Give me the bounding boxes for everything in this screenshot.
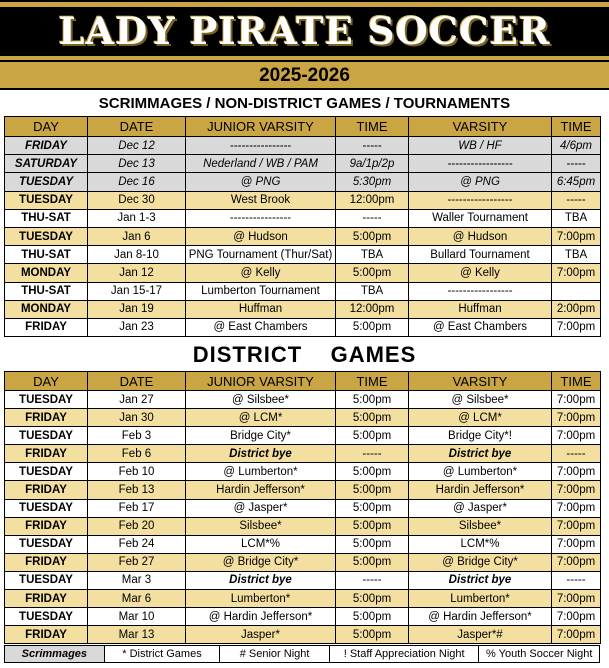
jv-time-cell: ----- — [336, 445, 409, 463]
jv-time-cell: 5:00pm — [336, 391, 409, 409]
col-day: DAY — [5, 372, 88, 391]
jv-opponent-cell: District bye — [186, 445, 336, 463]
season-label: 2025-2026 — [0, 62, 609, 90]
legend-bar — [4, 645, 600, 663]
varsity-opponent-cell: @ Hardin Jefferson* — [409, 608, 552, 626]
legend-district: * District Games — [105, 646, 221, 662]
varsity-time-cell: 7:00pm — [552, 553, 601, 571]
date-cell: Dec 13 — [88, 155, 186, 173]
jv-time-cell: 5:00pm — [336, 264, 409, 282]
jv-opponent-cell: Huffman — [186, 300, 336, 318]
jv-opponent-cell: ---------------- — [186, 209, 336, 227]
table-row — [5, 409, 601, 427]
varsity-opponent-cell: WB / HF — [409, 137, 552, 155]
nondistrict-header-row — [5, 117, 601, 137]
jv-opponent-cell: District bye — [186, 571, 336, 589]
jv-time-cell: 5:00pm — [336, 517, 409, 535]
day-cell: FRIDAY — [5, 590, 88, 608]
date-cell: Feb 20 — [88, 517, 186, 535]
legend-staff: ! Staff Appreciation Night — [330, 646, 480, 662]
day-cell: TUESDAY — [5, 463, 88, 481]
jv-time-cell: ----- — [336, 209, 409, 227]
legend-senior: # Senior Night — [220, 646, 330, 662]
date-cell: Jan 6 — [88, 227, 186, 245]
jv-opponent-cell: West Brook — [186, 191, 336, 209]
date-cell: Jan 8-10 — [88, 246, 186, 264]
jv-opponent-cell: Lumberton* — [186, 590, 336, 608]
day-cell: FRIDAY — [5, 517, 88, 535]
col-jv-time: TIME — [336, 372, 409, 391]
varsity-opponent-cell: Jasper*# — [409, 626, 552, 644]
day-cell: TUESDAY — [5, 535, 88, 553]
jv-time-cell: 12:00pm — [336, 191, 409, 209]
varsity-time-cell: 7:00pm — [552, 427, 601, 445]
varsity-time-cell: 7:00pm — [552, 499, 601, 517]
varsity-opponent-cell: District bye — [409, 571, 552, 589]
varsity-time-cell: 6:45pm — [552, 173, 601, 191]
varsity-time-cell: 7:00pm — [552, 227, 601, 245]
jv-opponent-cell: Nederland / WB / PAM — [186, 155, 336, 173]
jv-time-cell: 12:00pm — [336, 300, 409, 318]
jv-opponent-cell: Jasper* — [186, 626, 336, 644]
nondistrict-table — [4, 116, 601, 337]
jv-time-cell: 5:00pm — [336, 409, 409, 427]
col-day: DAY — [5, 117, 88, 137]
table-row — [5, 173, 601, 191]
table-row — [5, 626, 601, 644]
jv-opponent-cell: Lumberton Tournament — [186, 282, 336, 300]
day-cell: TUESDAY — [5, 227, 88, 245]
date-cell: Feb 10 — [88, 463, 186, 481]
jv-opponent-cell: @ LCM* — [186, 409, 336, 427]
jv-opponent-cell: @ Hardin Jefferson* — [186, 608, 336, 626]
table-row — [5, 571, 601, 589]
jv-time-cell: 5:00pm — [336, 590, 409, 608]
varsity-time-cell: ----- — [552, 155, 601, 173]
varsity-time-cell: 4/6pm — [552, 137, 601, 155]
jv-opponent-cell: LCM*% — [186, 535, 336, 553]
legend-scrimmages: Scrimmages — [5, 646, 105, 662]
jv-time-cell: 5:00pm — [336, 318, 409, 336]
varsity-time-cell: 7:00pm — [552, 590, 601, 608]
nondistrict-body — [5, 137, 601, 337]
date-cell: Jan 23 — [88, 318, 186, 336]
varsity-time-cell: 7:00pm — [552, 409, 601, 427]
jv-time-cell: TBA — [336, 282, 409, 300]
date-cell: Mar 3 — [88, 571, 186, 589]
date-cell: Feb 6 — [88, 445, 186, 463]
varsity-opponent-cell: @ Jasper* — [409, 499, 552, 517]
varsity-time-cell: 7:00pm — [552, 463, 601, 481]
varsity-time-cell: 7:00pm — [552, 626, 601, 644]
jv-time-cell: ----- — [336, 137, 409, 155]
day-cell: MONDAY — [5, 264, 88, 282]
date-cell: Jan 1-3 — [88, 209, 186, 227]
jv-opponent-cell: @ East Chambers — [186, 318, 336, 336]
title-banner — [0, 0, 609, 62]
jv-time-cell: 5:00pm — [336, 463, 409, 481]
varsity-time-cell: TBA — [552, 209, 601, 227]
jv-time-cell: 5:00pm — [336, 608, 409, 626]
table-row — [5, 227, 601, 245]
table-row — [5, 590, 601, 608]
jv-time-cell: 5:00pm — [336, 227, 409, 245]
jv-opponent-cell: ---------------- — [186, 137, 336, 155]
day-cell: FRIDAY — [5, 409, 88, 427]
day-cell: TUESDAY — [5, 499, 88, 517]
nondistrict-heading: SCRIMMAGES / NON-DISTRICT GAMES / TOURNAMENTS — [98, 95, 511, 112]
table-row — [5, 553, 601, 571]
jv-time-cell: TBA — [336, 246, 409, 264]
jv-time-cell: 5:00pm — [336, 535, 409, 553]
day-cell: FRIDAY — [5, 481, 88, 499]
page-title: LADY PIRATE SOCCER — [58, 9, 551, 53]
date-cell: Dec 30 — [88, 191, 186, 209]
jv-opponent-cell: Hardin Jefferson* — [186, 481, 336, 499]
table-row — [5, 264, 601, 282]
day-cell: SATURDAY — [5, 155, 88, 173]
date-cell: Dec 12 — [88, 137, 186, 155]
date-cell: Feb 3 — [88, 427, 186, 445]
table-row — [5, 463, 601, 481]
varsity-opponent-cell: Lumberton* — [409, 590, 552, 608]
day-cell: TUESDAY — [5, 608, 88, 626]
jv-time-cell: 5:00pm — [336, 427, 409, 445]
varsity-opponent-cell: Bullard Tournament — [409, 246, 552, 264]
varsity-opponent-cell: ----------------- — [409, 191, 552, 209]
table-row — [5, 318, 601, 336]
varsity-opponent-cell: @ Silsbee* — [409, 391, 552, 409]
legend-youth: % Youth Soccer Night — [486, 648, 593, 660]
jv-opponent-cell: Bridge City* — [186, 427, 336, 445]
varsity-opponent-cell: Bridge City*! — [409, 427, 552, 445]
table-row — [5, 282, 601, 300]
varsity-opponent-cell: Waller Tournament — [409, 209, 552, 227]
jv-time-cell: 5:30pm — [336, 173, 409, 191]
day-cell: TUESDAY — [5, 427, 88, 445]
jv-opponent-cell: @ Jasper* — [186, 499, 336, 517]
varsity-time-cell: 2:00pm — [552, 300, 601, 318]
jv-opponent-cell: @ Bridge City* — [186, 553, 336, 571]
date-cell: Jan 30 — [88, 409, 186, 427]
table-row — [5, 246, 601, 264]
day-cell: FRIDAY — [5, 553, 88, 571]
varsity-opponent-cell: @ LCM* — [409, 409, 552, 427]
jv-opponent-cell: @ Silsbee* — [186, 391, 336, 409]
varsity-opponent-cell: @ PNG — [409, 173, 552, 191]
varsity-time-cell: 7:00pm — [552, 264, 601, 282]
jv-opponent-cell: @ Hudson — [186, 227, 336, 245]
varsity-time-cell: 7:00pm — [552, 608, 601, 626]
varsity-time-cell — [552, 282, 601, 300]
table-row — [5, 481, 601, 499]
day-cell: TUESDAY — [5, 173, 88, 191]
date-cell: Dec 16 — [88, 173, 186, 191]
day-cell: FRIDAY — [5, 318, 88, 336]
varsity-time-cell: TBA — [552, 246, 601, 264]
date-cell: Jan 19 — [88, 300, 186, 318]
col-date: DATE — [88, 372, 186, 391]
col-varsity: VARSITY — [409, 372, 552, 391]
date-cell: Feb 13 — [88, 481, 186, 499]
varsity-time-cell: ----- — [552, 191, 601, 209]
varsity-opponent-cell: @ Kelly — [409, 264, 552, 282]
day-cell: MONDAY — [5, 300, 88, 318]
district-body — [5, 391, 601, 644]
varsity-opponent-cell: ----------------- — [409, 155, 552, 173]
varsity-opponent-cell: LCM*% — [409, 535, 552, 553]
district-header-row — [5, 372, 601, 391]
varsity-time-cell: 7:00pm — [552, 481, 601, 499]
varsity-opponent-cell: District bye — [409, 445, 552, 463]
col-v-time: TIME — [552, 372, 601, 391]
jv-time-cell: 5:00pm — [336, 481, 409, 499]
district-table — [4, 371, 601, 644]
table-row — [5, 608, 601, 626]
date-cell: Feb 27 — [88, 553, 186, 571]
varsity-opponent-cell: Hardin Jefferson* — [409, 481, 552, 499]
table-row — [5, 155, 601, 173]
col-varsity: VARSITY — [409, 117, 552, 137]
varsity-opponent-cell: ----------------- — [409, 282, 552, 300]
jv-time-cell: 5:00pm — [336, 499, 409, 517]
col-jv: JUNIOR VARSITY — [186, 117, 336, 137]
district-heading: DISTRICT GAMES — [192, 342, 417, 367]
day-cell: FRIDAY — [5, 137, 88, 155]
varsity-opponent-cell: @ Hudson — [409, 227, 552, 245]
table-row — [5, 191, 601, 209]
jv-opponent-cell: @ PNG — [186, 173, 336, 191]
table-row — [5, 300, 601, 318]
table-row — [5, 391, 601, 409]
day-cell: TUESDAY — [5, 391, 88, 409]
day-cell: TUESDAY — [5, 571, 88, 589]
varsity-time-cell: ----- — [552, 445, 601, 463]
col-jv: JUNIOR VARSITY — [186, 372, 336, 391]
date-cell: Jan 12 — [88, 264, 186, 282]
varsity-opponent-cell: Huffman — [409, 300, 552, 318]
day-cell: FRIDAY — [5, 626, 88, 644]
day-cell: FRIDAY — [5, 445, 88, 463]
jv-time-cell: 5:00pm — [336, 553, 409, 571]
jv-time-cell: ----- — [336, 571, 409, 589]
date-cell: Feb 24 — [88, 535, 186, 553]
varsity-time-cell: 7:00pm — [552, 318, 601, 336]
varsity-opponent-cell: @ Bridge City* — [409, 553, 552, 571]
varsity-time-cell: ----- — [552, 571, 601, 589]
varsity-time-cell: 7:00pm — [552, 517, 601, 535]
table-row — [5, 209, 601, 227]
table-row — [5, 137, 601, 155]
col-v-time: TIME — [552, 117, 601, 137]
day-cell: THU-SAT — [5, 209, 88, 227]
date-cell: Jan 15-17 — [88, 282, 186, 300]
jv-opponent-cell: Silsbee* — [186, 517, 336, 535]
jv-time-cell: 9a/1p/2p — [336, 155, 409, 173]
table-row — [5, 517, 601, 535]
table-row — [5, 445, 601, 463]
banner-bottom-stripe — [0, 56, 609, 60]
table-row — [5, 427, 601, 445]
table-row — [5, 499, 601, 517]
day-cell: THU-SAT — [5, 246, 88, 264]
day-cell: TUESDAY — [5, 191, 88, 209]
date-cell: Mar 13 — [88, 626, 186, 644]
date-cell: Mar 10 — [88, 608, 186, 626]
date-cell: Jan 27 — [88, 391, 186, 409]
varsity-time-cell: 7:00pm — [552, 391, 601, 409]
jv-opponent-cell: @ Lumberton* — [186, 463, 336, 481]
col-date: DATE — [88, 117, 186, 137]
varsity-opponent-cell: Silsbee* — [409, 517, 552, 535]
varsity-opponent-cell: @ Lumberton* — [409, 463, 552, 481]
date-cell: Mar 6 — [88, 590, 186, 608]
date-cell: Feb 17 — [88, 499, 186, 517]
table-row — [5, 535, 601, 553]
jv-opponent-cell: PNG Tournament (Thur/Sat) — [186, 246, 336, 264]
varsity-time-cell: 7:00pm — [552, 535, 601, 553]
day-cell: THU-SAT — [5, 282, 88, 300]
jv-opponent-cell: @ Kelly — [186, 264, 336, 282]
varsity-opponent-cell: @ East Chambers — [409, 318, 552, 336]
col-jv-time: TIME — [336, 117, 409, 137]
jv-time-cell: 5:00pm — [336, 626, 409, 644]
